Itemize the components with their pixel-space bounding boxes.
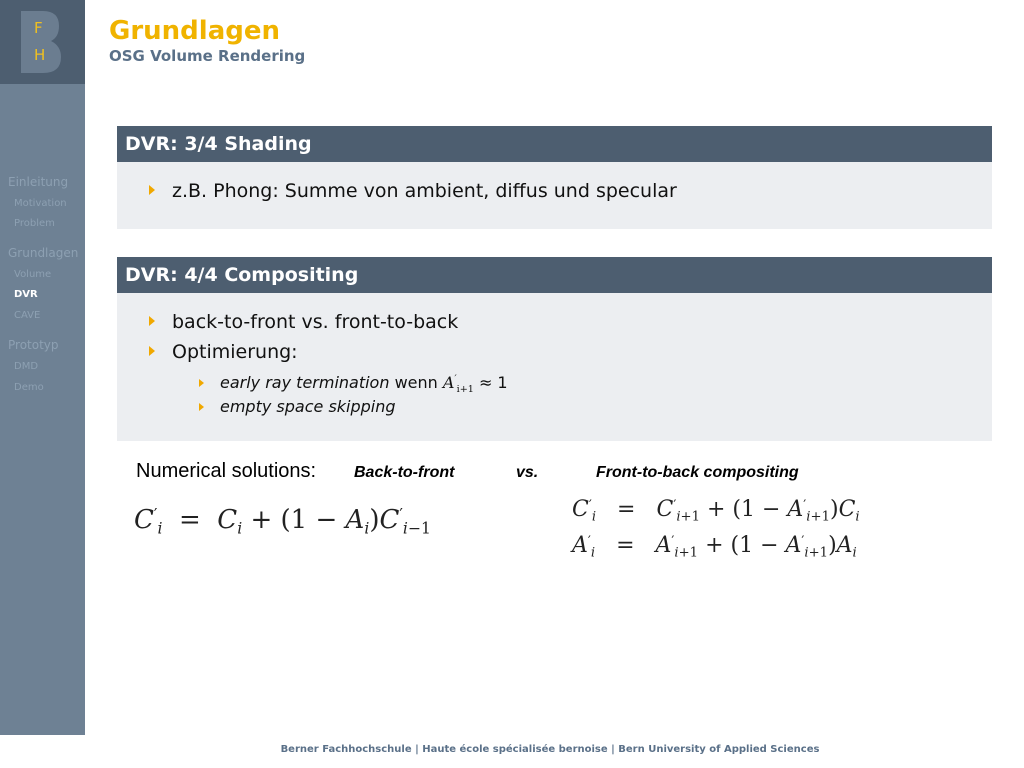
nav-item-volume[interactable]: Volume: [14, 269, 52, 280]
sub-bullet-early-ray: [220, 373, 508, 395]
bullet-arrow-icon: [149, 185, 155, 195]
nav-item-problem[interactable]: Problem: [14, 218, 55, 229]
logo-letter-f: F: [34, 19, 43, 37]
numerical-solutions-label: Numerical solutions:: [136, 460, 317, 482]
bullet-arrow-icon: [149, 346, 155, 356]
logo-letter-h: H: [34, 46, 46, 64]
block-shading-body: [117, 162, 992, 229]
sub-bullet-arrow-icon: [199, 403, 204, 411]
vs-label: vs.: [516, 464, 539, 481]
early-ray-termination-text: early ray termination: [220, 373, 390, 392]
approx-one-text: ≈ 1: [478, 373, 508, 392]
wenn-text: wenn: [389, 373, 443, 392]
bullet-text: Optimierung:: [172, 341, 298, 363]
formula-front-to-back-alpha: $A'_i = A'_{i+1} + (1 - A'_{i+1})A_i$: [572, 533, 857, 561]
sub-bullet-empty-space: empty space skipping: [220, 397, 396, 416]
front-to-back-label: Front-to-back compositing: [596, 464, 799, 481]
sidebar: [0, 0, 85, 735]
block-shading: [117, 126, 992, 229]
block-compositing: [117, 257, 992, 441]
block-shading-title: DVR: 3/4 Shading: [117, 126, 992, 162]
bullet-arrow-icon: [149, 316, 155, 326]
nav-section-prototyp[interactable]: Prototyp: [8, 338, 59, 352]
nav-item-dvr[interactable]: DVR: [14, 289, 38, 300]
page-subtitle: OSG Volume Rendering: [109, 47, 306, 65]
nav-item-motivation[interactable]: Motivation: [14, 198, 67, 209]
logo: [0, 0, 85, 84]
nav-item-dmd[interactable]: DMD: [14, 361, 39, 372]
footer: Berner Fachhochschule | Haute école spécialisée bernoise | Bern University of Applied Sciences: [280, 744, 820, 755]
bullet-text: back-to-front vs. front-to-back: [172, 311, 459, 333]
formula-back-to-front: $C'_i = C_i + (1 - A_i)C'_{i-1}$: [134, 505, 431, 538]
bullet-text: z.B. Phong: Summe von ambient, diffus und specular: [172, 180, 677, 202]
nav-item-cave[interactable]: CAVE: [14, 310, 41, 321]
block-compositing-title: DVR: 4/4 Compositing: [117, 257, 992, 293]
formula-front-to-back-color: $C'_i = C'_{i+1} + (1 - A'_{i+1})C_i$: [572, 497, 860, 525]
page-title: Grundlagen: [109, 16, 281, 46]
block-compositing-body: [117, 293, 992, 441]
sub-bullet-arrow-icon: [199, 379, 204, 387]
formula-a-prime: $A'_{i+1}$: [442, 373, 474, 396]
nav-item-demo[interactable]: Demo: [14, 382, 44, 393]
back-to-front-label: Back-to-front: [354, 464, 455, 481]
nav-section-grundlagen[interactable]: Grundlagen: [8, 246, 79, 260]
nav-section-einleitung[interactable]: Einleitung: [8, 175, 69, 189]
